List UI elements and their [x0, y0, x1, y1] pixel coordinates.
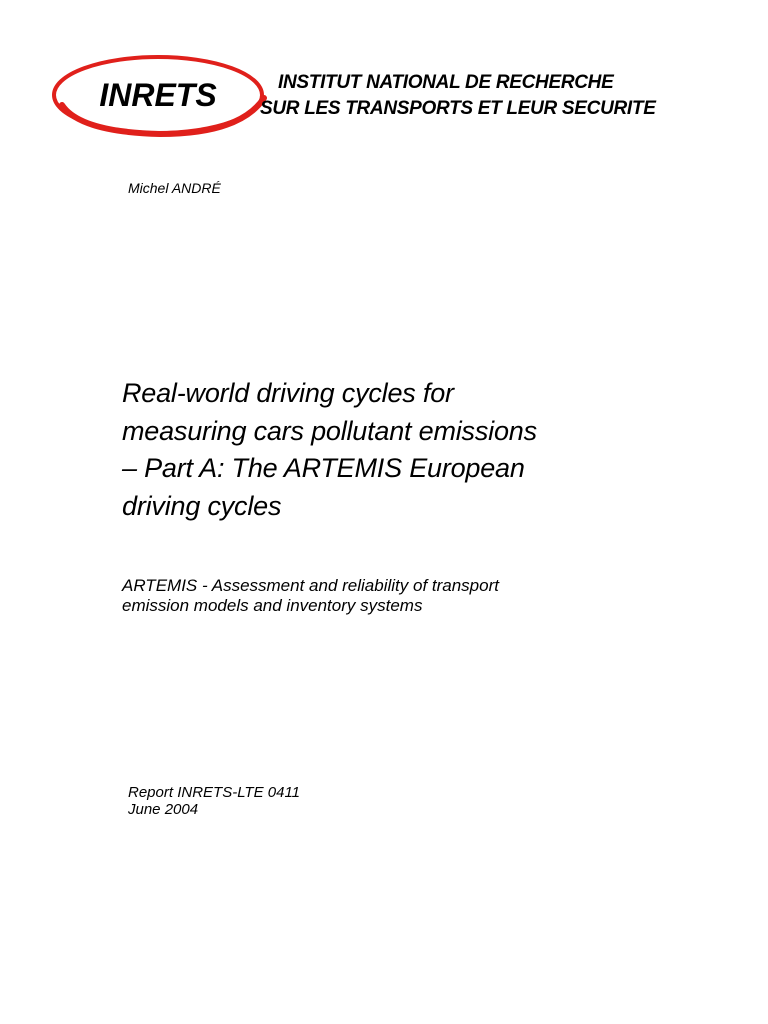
- report-title-line3: – Part A: The ARTEMIS European: [122, 453, 525, 483]
- report-title-line2: measuring cars pollutant emissions: [122, 415, 537, 446]
- project-subtitle-line1: ARTEMIS - Assessment and reliability of transport: [122, 576, 499, 595]
- inrets-logo-mark: [50, 50, 270, 140]
- report-title: [122, 375, 642, 525]
- institute-name: [260, 70, 670, 122]
- report-info: [128, 784, 300, 818]
- inrets-logo: [50, 50, 270, 140]
- report-number: Report INRETS-LTE 0411: [128, 784, 301, 801]
- report-title-line4: driving cycles: [122, 490, 282, 521]
- institute-name-line2: SUR LES TRANSPORTS ET LEUR SECURITE: [260, 98, 656, 119]
- project-subtitle-line2: emission models and inventory systems: [122, 596, 423, 615]
- author-name: Michel ANDRÉ: [128, 180, 221, 196]
- report-title-line1: Real-world driving cycles for: [122, 378, 454, 408]
- institute-name-line1: INSTITUT NATIONAL DE RECHERCHE: [278, 72, 614, 93]
- logo-wordmark: INRETS: [99, 77, 217, 113]
- report-date: June 2004: [128, 801, 199, 818]
- project-subtitle: [122, 576, 642, 616]
- header: [50, 50, 662, 140]
